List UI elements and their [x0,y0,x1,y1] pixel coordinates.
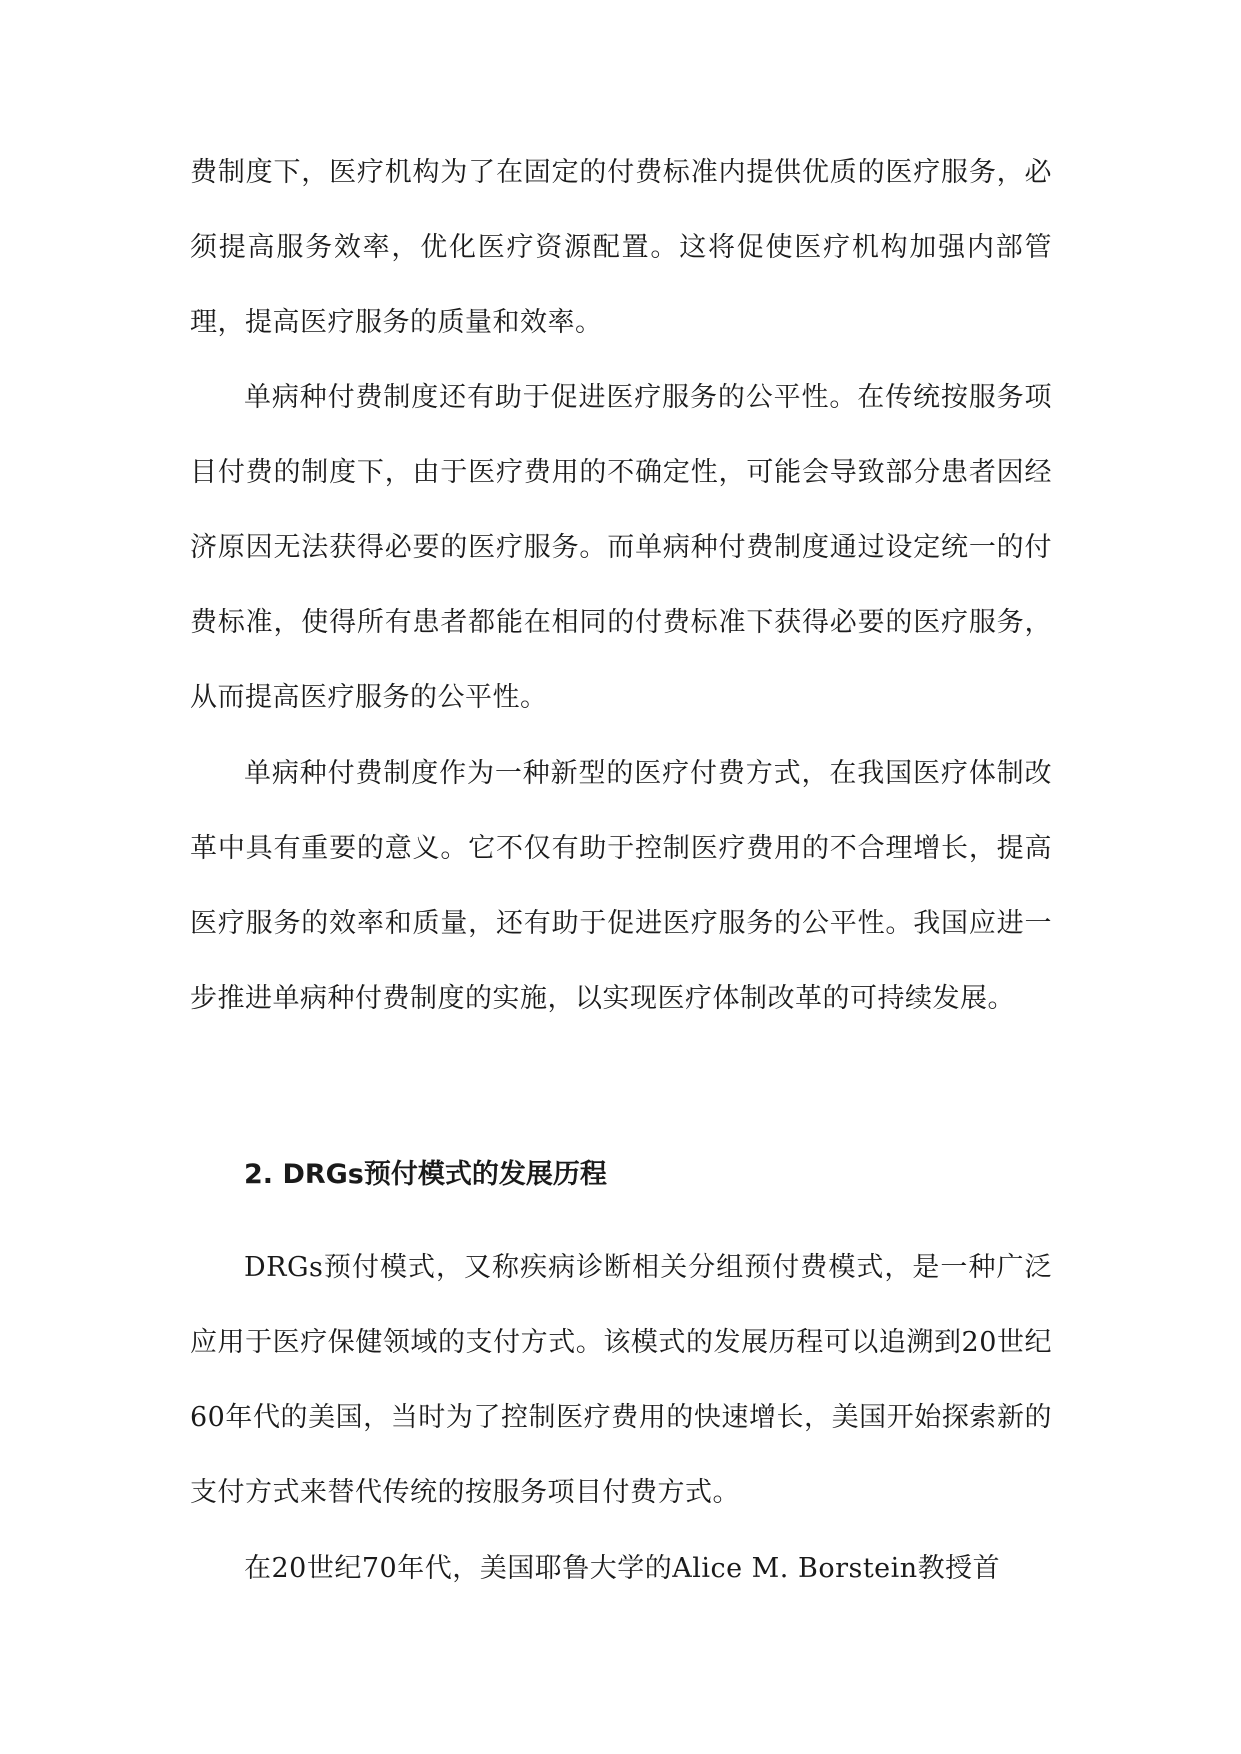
paragraph-text: 单病种付费制度还有助于促进医疗服务的公平性。在传统按服务项目付费的制度下，由于医疗费用的不确定性，可能会导致部分患者因经济原因无法获得必要的医疗服务。而单病种付费制度通过设定统一的付费标准，使得所有患者都能在相同的付费标准下获得必要的医疗服务，从而提高医疗服务的公平性。 [190,382,1052,713]
paragraph-text: 费制度下，医疗机构为了在固定的付费标准内提供优质的医疗服务，必须提高服务效率，优化医疗资源配置。这将促使医疗机构加强内部管理，提高医疗服务的质量和效率。 [190,157,1052,338]
paragraph-drgs-history [190,1531,1052,1606]
paragraph-fairness [190,360,1052,735]
paragraph-drgs-intro [190,1230,1052,1530]
paragraph-text: 在20世纪70年代，美国耶鲁大学的Alice M. Borstein教授首 [244,1553,1001,1584]
paragraph-text: DRGs预付模式，又称疾病诊断相关分组预付费模式，是一种广泛应用于医疗保健领域的支付方式。该模式的发展历程可以追溯到20世纪60年代的美国，当时为了控制医疗费用的快速增长，美国开始探索新的支付方式来替代传统的按服务项目付费方式。 [190,1252,1052,1508]
paragraph-significance [190,736,1052,1036]
paragraph-text: 单病种付费制度作为一种新型的医疗付费方式，在我国医疗体制改革中具有重要的意义。它不仅有助于控制医疗费用的不合理增长，提高医疗服务的效率和质量，还有助于促进医疗服务的公平性。我国应进一步推进单病种付费制度的实施，以实现医疗体制改革的可持续发展。 [190,758,1052,1014]
section-heading: 2. DRGs预付模式的发展历程 [244,1159,607,1190]
paragraph-continuation [190,135,1052,360]
